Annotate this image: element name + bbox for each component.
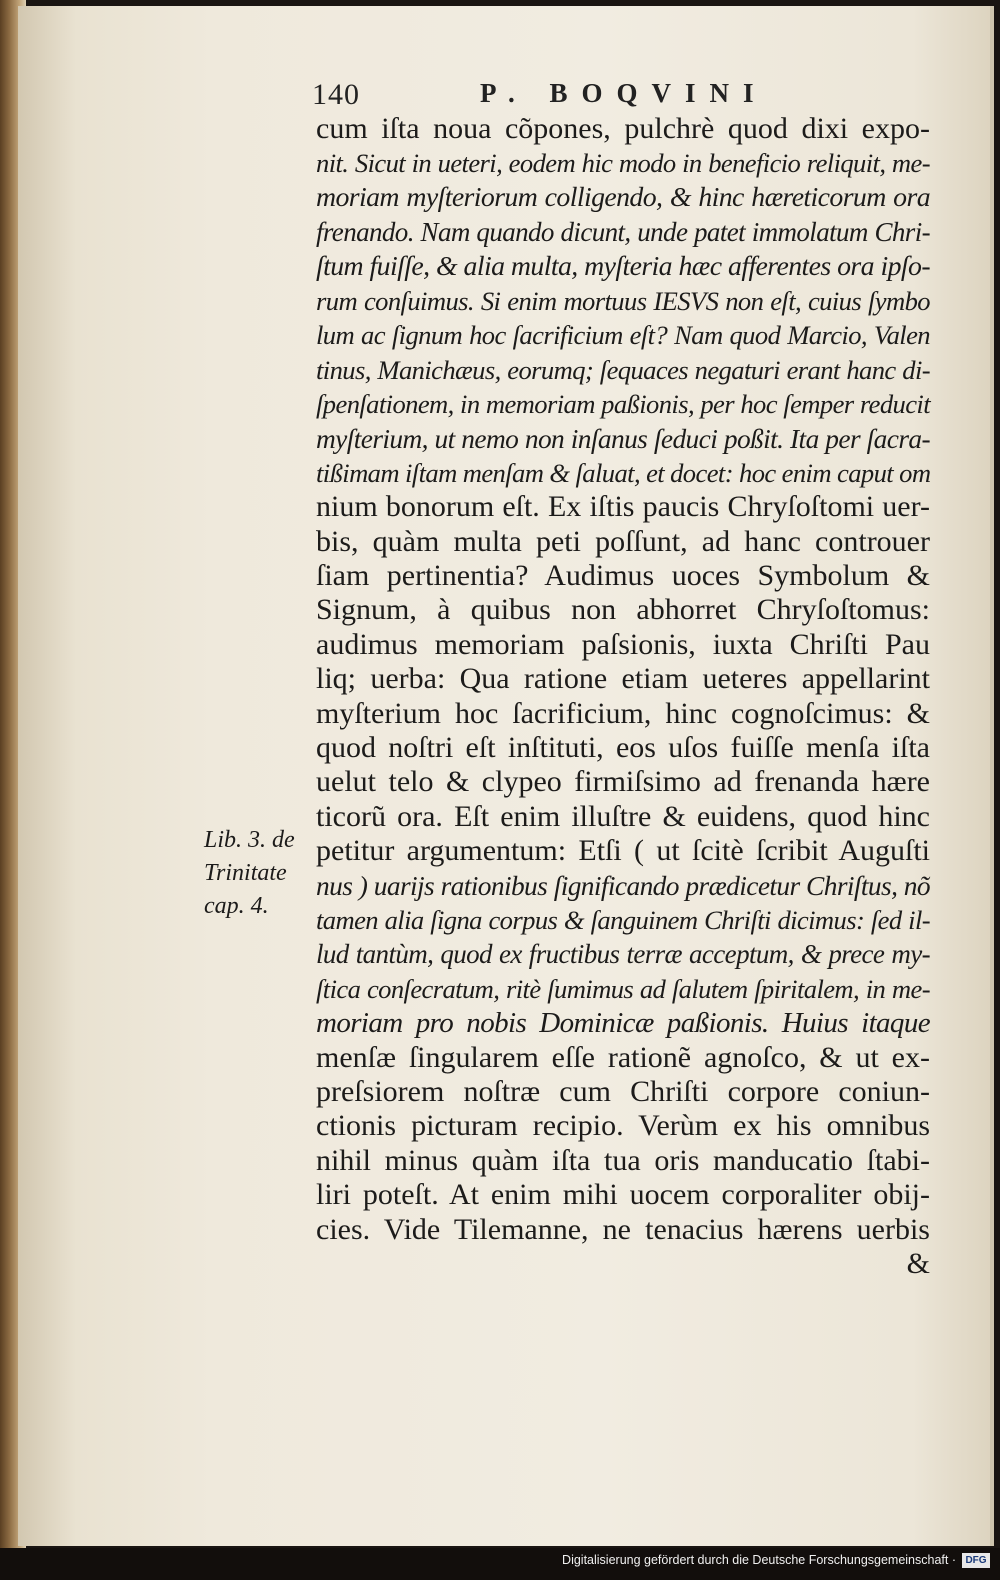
text-line: liq; uerba: Qua ratione etiam ueteres appellarint (316, 662, 930, 696)
text-line: bis, quàm multa peti poſſunt, ad hanc controuer (316, 524, 930, 558)
text-line: nihil minus quàm iſta tua oris manducatio ſtabi- (316, 1143, 930, 1177)
text-line: audimus memoriam paſsionis, iuxta Chriſti Pau (316, 627, 930, 661)
text-line: cum iſta noua cõpones, pulchrè quod dixi expo- (316, 112, 930, 145)
text-line: petitur argumentum: Etſi ( ut ſcitè ſcribit Auguſti (316, 834, 930, 868)
text-line: lum ac ſignum hoc ſacrificium eſt? Nam quod Marcio, Valen (316, 320, 930, 351)
text-line: nium bonorum eſt. Ex iſtis paucis Chryſoſtomi uer- (316, 490, 930, 524)
text-line: nus ) uarijs rationibus ſignificando prædicetur Chriſtus, nõ (316, 870, 930, 901)
text-line: moriam myſteriorum colligendo, & hinc hæreticorum ora (316, 181, 930, 213)
text-line: lud tantùm, quod ex fructibus terræ acceptum, & prece my- (316, 939, 930, 970)
dfg-logo-icon: DFG (962, 1553, 990, 1568)
text-line: preſsiorem noſtræ cum Chriſti corpore coniun- (316, 1074, 930, 1108)
funding-credit: Digitalisierung gefördert durch die Deutsche Forschungsgemeinschaft · (562, 1553, 956, 1567)
marginal-note (204, 824, 314, 923)
text-line: ticorũ ora. Eſt enim illuſtre & euidens, quod hinc (316, 799, 930, 833)
running-title: P. BOQVINI (480, 78, 768, 108)
text-line: ſtica conſecratum, ritè ſumimus ad ſalutem ſpiritalem, in me- (316, 973, 930, 1004)
text-line: frenando. Nam quando dicunt, unde patet immolatum Chri- (316, 217, 930, 248)
text-line: ſiam pertinentia? Audimus uoces Symbolum & (316, 559, 930, 593)
text-line: cies. Vide Tilemanne, ne tenacius hærens uerbis (316, 1212, 930, 1246)
text-line: myſterium hoc ſacrificium, hinc cognoſcimus: & (316, 696, 930, 730)
running-head (312, 78, 967, 112)
text-line: moriam pro nobis Dominicæ paßionis. Huius itaque (316, 1007, 930, 1040)
text-line: Signum, à quibus non abhorret Chryſoſtomus: (316, 593, 930, 627)
marginal-note-line: Trinitate (204, 860, 287, 886)
text-line: ctionis picturam recipio. Verùm ex his omnibus (316, 1109, 930, 1143)
text-line: tißimam iſtam menſam & ſaluat, et docet: hoc enim caput om (316, 457, 931, 488)
catchword: & (906, 1246, 930, 1280)
text-line: tinus, Manichæus, eorumq; ſequaces negaturi erant hanc di- (316, 354, 930, 385)
body-text (316, 112, 930, 1281)
text-line: rum conſuimus. Si enim mortuus IESVS non eſt, cuius ſymbo (316, 285, 930, 316)
text-line: menſæ ſingularem eſſe rationẽ agnoſco, & ut ex- (316, 1040, 930, 1074)
text-line: liri poteſt. At enim mihi uocem corporaliter obij- (316, 1178, 930, 1212)
text-line: tamen alia ſigna corpus & ſanguinem Chriſti dicimus: ſed il- (316, 904, 930, 935)
text-line: uelut telo & clypeo firmiſsimo ad frenanda hære (316, 765, 930, 799)
text-line: ſpenſationem, in memoriam paßionis, per hoc ſemper reducit (316, 389, 930, 420)
text-line: myſterium, ut nemo non inſanus ſeduci poßit. Ita per ſacra- (316, 423, 930, 454)
marginal-note-line: Lib. 3. de (204, 827, 295, 853)
text-line: nit. Sicut in ueteri, eodem hic modo in beneficio reliquit, me- (316, 148, 930, 179)
text-line: ſtum fuiſſe, & alia multa, myſteria hæc afferentes ora ipſo- (316, 250, 930, 282)
text-line: quod noſtri eſt inſtituti, eos uſos fuiſſe menſa iſta (316, 731, 930, 765)
marginal-note-line: cap. 4. (204, 893, 269, 919)
page-number: 140 (312, 78, 360, 111)
